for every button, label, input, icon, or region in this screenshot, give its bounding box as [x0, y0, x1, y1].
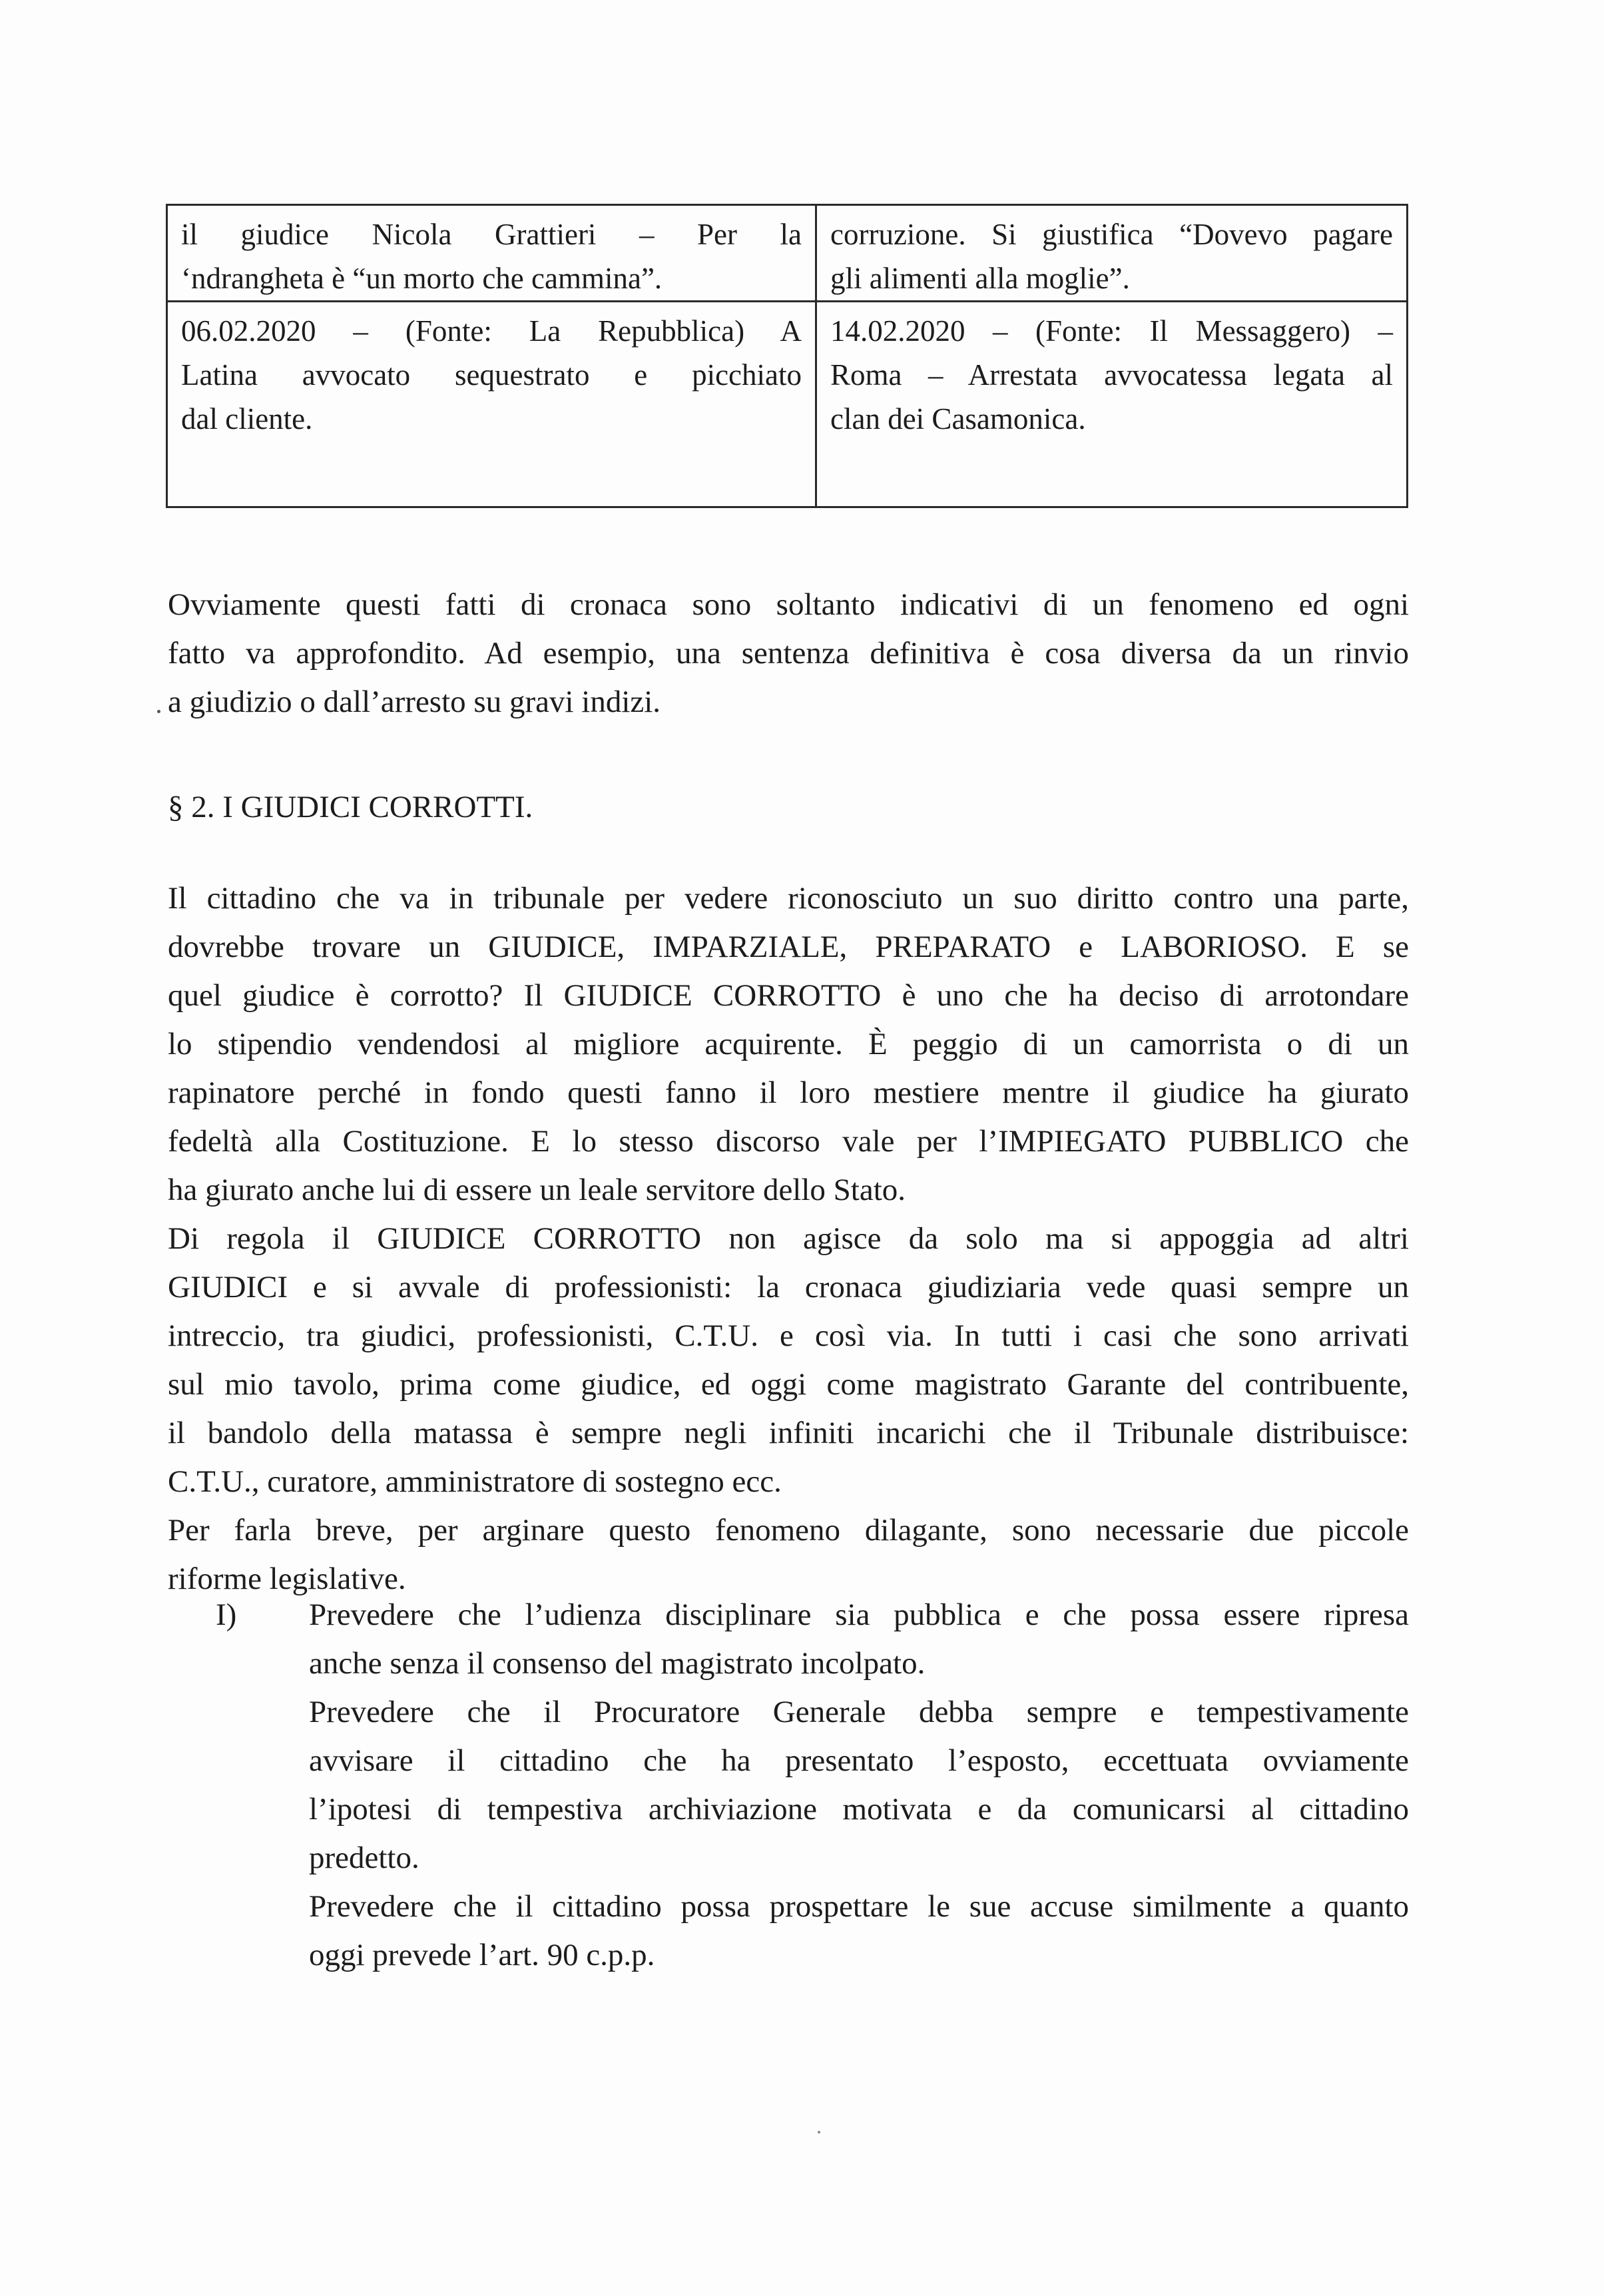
text-line: C.T.U., curatore, amministratore di sostegno ecc.: [168, 1464, 782, 1499]
scan-speck: [818, 2131, 820, 2134]
text-line: fedeltà alla Costituzione. E lo stesso discorso vale per l’IMPIEGATO PUBBLICO che: [168, 1124, 1409, 1159]
scan-speck: [157, 710, 160, 713]
news-table: [166, 204, 1408, 508]
cell-line: clan dei Casamonica.: [830, 402, 1086, 435]
text-line: rapinatore perché in fondo questi fanno il loro mestiere mentre il giudice ha giurato: [168, 1075, 1409, 1110]
section-heading: § 2. I GIUDICI CORROTTI.: [168, 790, 533, 824]
table-row: [167, 302, 1408, 507]
table-cell: [816, 205, 1408, 302]
text-line: Ovviamente questi fatti di cronaca sono soltanto indicativi di un fenomeno ed ogni: [168, 587, 1409, 622]
text-line: Prevedere che l’udienza disciplinare sia pubblica e che possa essere ripresa: [309, 1597, 1409, 1632]
list-item: [309, 1591, 1409, 1980]
text-line: avvisare il cittadino che ha presentato l’esposto, eccettuata ovviamente: [309, 1743, 1409, 1778]
body-paragraph: [168, 874, 1409, 1603]
intro-paragraph: [168, 581, 1409, 726]
text-line: sul mio tavolo, prima come giudice, ed oggi come magistrato Garante del contribuente,: [168, 1367, 1409, 1402]
cell-line: Roma – Arrestata avvocatessa legata al: [830, 358, 1393, 392]
table-row: [167, 205, 1408, 302]
text-line: oggi prevede l’art. 90 c.p.p.: [309, 1938, 655, 1972]
cell-line: il giudice Nicola Grattieri – Per la: [181, 218, 802, 251]
text-line: Di regola il GIUDICE CORROTTO non agisce da solo ma si appoggia ad altri: [168, 1221, 1409, 1256]
text-line: il bandolo della matassa è sempre negli infiniti incarichi che il Tribunale distribuisce:: [168, 1416, 1409, 1450]
text-line: predetto.: [309, 1841, 419, 1875]
text-line: lo stipendio vendendosi al migliore acquirente. È peggio di un camorrista o di un: [168, 1027, 1409, 1061]
cell-line: dal cliente.: [181, 402, 313, 435]
cell-line: Latina avvocato sequestrato e picchiato: [181, 358, 802, 392]
table-cell: [816, 302, 1408, 507]
text-line: ha giurato anche lui di essere un leale servitore dello Stato.: [168, 1173, 906, 1207]
text-line: l’ipotesi di tempestiva archiviazione motivata e da comunicarsi al cittadino: [309, 1792, 1409, 1827]
text-line: Prevedere che il Procuratore Generale debba sempre e tempestivamente: [309, 1695, 1409, 1729]
list-marker: I): [216, 1597, 237, 1632]
text-line: dovrebbe trovare un GIUDICE, IMPARZIALE, PREPARATO e LABORIOSO. E se: [168, 930, 1409, 964]
cell-line: 06.02.2020 – (Fonte: La Repubblica) A: [181, 314, 802, 348]
cell-line: ‘ndrangheta è “un morto che cammina”.: [181, 262, 663, 295]
table-cell: [167, 302, 816, 507]
text-line: intreccio, tra giudici, professionisti, C.T.U. e così via. In tutti i casi che sono arrivati: [168, 1318, 1409, 1353]
text-line: quel giudice è corrotto? Il GIUDICE CORROTTO è uno che ha deciso di arrotondare: [168, 978, 1409, 1013]
cell-line: 14.02.2020 – (Fonte: Il Messaggero) –: [830, 314, 1393, 348]
text-line: Prevedere che il cittadino possa prospettare le sue accuse similmente a quanto: [309, 1889, 1409, 1924]
text-line: a giudizio o dall’arresto su gravi indizi.: [168, 685, 661, 719]
text-line: anche senza il consenso del magistrato incolpato.: [309, 1646, 926, 1681]
text-line: Il cittadino che va in tribunale per vedere riconosciuto un suo diritto contro una parte,: [168, 881, 1409, 916]
cell-line: corruzione. Si giustifica “Dovevo pagare: [830, 218, 1393, 251]
text-line: Per farla breve, per arginare questo fenomeno dilagante, sono necessarie due piccole: [168, 1513, 1409, 1548]
table-cell: [167, 205, 816, 302]
text-line: riforme legislative.: [168, 1562, 406, 1596]
text-line: GIUDICI e si avvale di professionisti: la cronaca giudiziaria vede quasi sempre un: [168, 1270, 1409, 1304]
cell-line: gli alimenti alla moglie”.: [830, 262, 1130, 295]
text-line: fatto va approfondito. Ad esempio, una sentenza definitiva è cosa diversa da un rinvio: [168, 636, 1409, 671]
